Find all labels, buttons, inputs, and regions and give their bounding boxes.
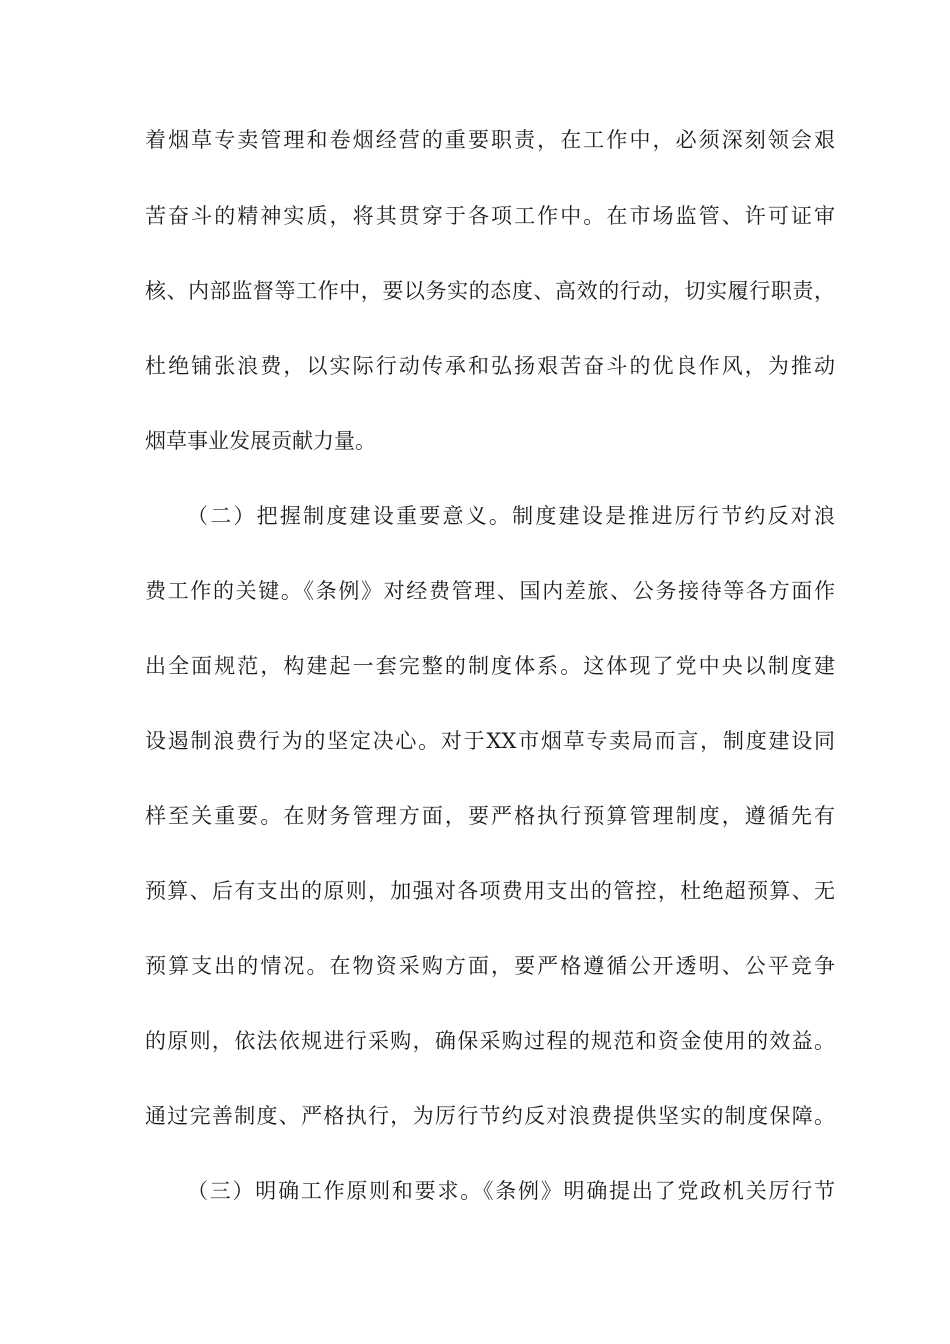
section-heading-line: （二）把握制度建设重要意义。制度建设是推进厉行节约反对浪 (187, 504, 835, 528)
paragraph-line: 核、内部监督等工作中，要以务实的态度、高效的行动，切实履行职责， (145, 279, 835, 303)
section-heading-line: （三）明确工作原则和要求。《条例》明确提出了党政机关厉行节 (187, 1179, 835, 1203)
paragraph-line: 预算支出的情况。在物资采购方面，要严格遵循公开透明、公平竞争 (145, 954, 835, 978)
paragraph-line: 出全面规范，构建起一套完整的制度体系。这体现了党中央以制度建 (145, 654, 835, 678)
paragraph-line: 烟草事业发展贡献力量。 (145, 429, 376, 453)
paragraph-line: 通过完善制度、严格执行，为厉行节约反对浪费提供坚实的制度保障。 (145, 1104, 835, 1128)
paragraph-line: 的原则，依法依规进行采购，确保采购过程的规范和资金使用的效益。 (145, 1029, 835, 1053)
paragraph-line: 设遏制浪费行为的坚定决心。对于XX市烟草专卖局而言，制度建设同 (145, 729, 835, 753)
paragraph-line: 样至关重要。在财务管理方面，要严格执行预算管理制度，遵循先有 (145, 804, 835, 828)
paragraph-line: 预算、后有支出的原则，加强对各项费用支出的管控，杜绝超预算、无 (145, 879, 835, 903)
paragraph-line: 着烟草专卖管理和卷烟经营的重要职责，在工作中，必须深刻领会艰 (145, 128, 835, 152)
paragraph-line: 苦奋斗的精神实质，将其贯穿于各项工作中。在市场监管、许可证审 (145, 204, 835, 228)
paragraph-line: 费工作的关键。《条例》对经费管理、国内差旅、公务接待等各方面作 (145, 579, 835, 603)
paragraph-line: 杜绝铺张浪费，以实际行动传承和弘扬艰苦奋斗的优良作风，为推动 (145, 354, 835, 378)
